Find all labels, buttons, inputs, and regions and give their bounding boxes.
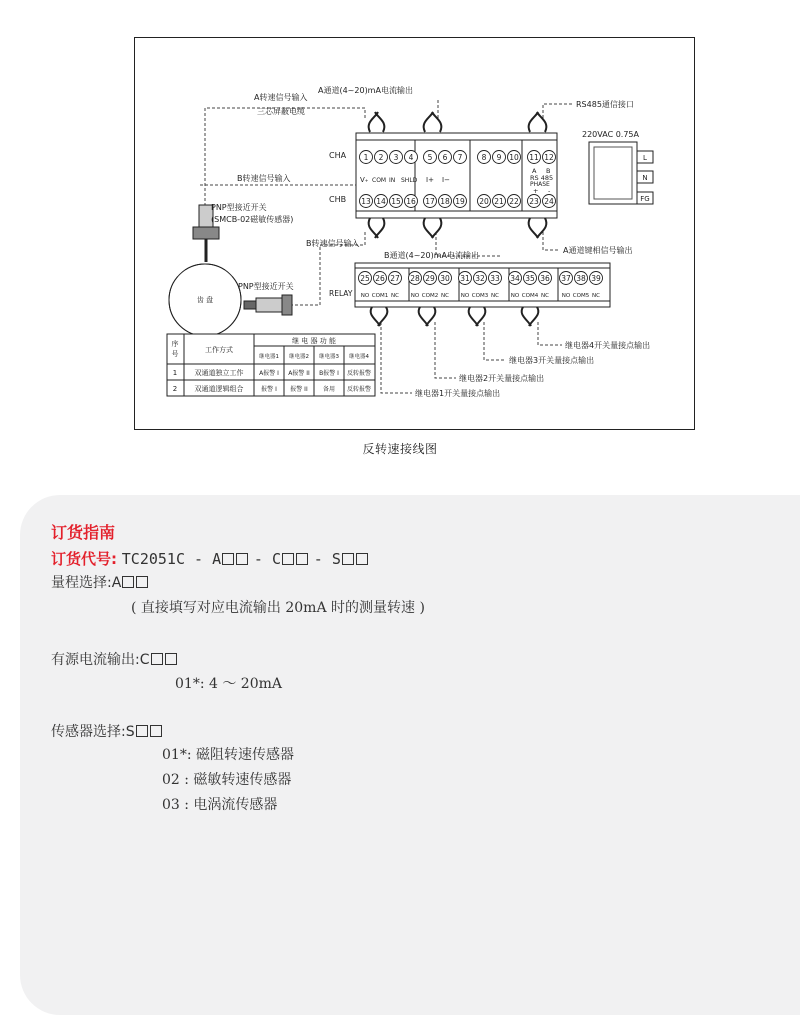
terminal-chb-14-label: 14 xyxy=(376,197,386,206)
relay-contact-9: NO xyxy=(510,293,520,299)
relay-contact-5: NC xyxy=(441,293,449,299)
relay-contact-0: NO xyxy=(360,293,370,299)
terminal-chb-21-label: 21 xyxy=(494,197,504,206)
label-iminus: I− xyxy=(442,176,450,184)
terminal-cha-6-label: 6 xyxy=(442,153,448,162)
terminal-cha-9-label: 9 xyxy=(496,153,502,162)
terminal-relay-27-label: 27 xyxy=(390,274,400,283)
table-row-0-cell-3: 反转报警 xyxy=(346,370,372,377)
terminal-chb-24-label: 24 xyxy=(544,197,554,206)
relay-contact-2: NC xyxy=(391,293,399,299)
label-shld: SHLD xyxy=(401,177,418,184)
terminal-relay-35-label: 35 xyxy=(525,274,535,283)
label-vplus: V₊ xyxy=(360,176,369,184)
sensor-option-1: 01*: 磁阻转速传感器 xyxy=(162,747,294,763)
code-box xyxy=(136,725,148,737)
terminal-relay-26-label: 26 xyxy=(375,274,385,283)
terminal-chb-15-label: 15 xyxy=(391,197,401,206)
label-power-N: N xyxy=(642,174,648,182)
terminal-relay-30-label: 30 xyxy=(440,274,450,283)
relay-contact-14: NC xyxy=(592,293,600,299)
code-box xyxy=(151,653,163,665)
terminal-cha-11-label: 11 xyxy=(529,153,539,162)
label-plus: + xyxy=(533,187,539,195)
label-chb: CHB xyxy=(329,195,347,204)
range-line xyxy=(51,572,149,592)
table-subheader-0: 继电器1 xyxy=(259,354,279,360)
current-label: 有源电流输出:C xyxy=(51,652,150,668)
table-row-0-cell-0: A报警 I xyxy=(259,370,279,377)
terminal-cha-4-label: 4 xyxy=(408,153,414,162)
code-box xyxy=(165,653,177,665)
terminal-relay-33-label: 33 xyxy=(490,274,500,283)
range-note: ( 直接填写对应电流输出 20mA 时的测量转速 ) xyxy=(131,600,425,616)
code-box xyxy=(356,553,368,565)
code-box xyxy=(282,553,294,565)
relay-contact-11: NC xyxy=(541,293,549,299)
label-b-current-out: B通道(4~20)mA电流输出 xyxy=(384,251,479,260)
table-subheader-2: 继电器3 xyxy=(319,354,339,360)
order-code-label: 订货代号: xyxy=(51,550,117,568)
label-a-speed-input: A转速信号输入 xyxy=(254,93,308,102)
relay-contact-4: COM2 xyxy=(421,293,439,299)
current-option: 01*: 4 ～ 20mA xyxy=(175,676,282,692)
table-col-seq-2: 号 xyxy=(171,350,179,358)
label-b-speed-input-top: B转速信号输入 xyxy=(237,174,291,183)
terminal-cha-5-label: 5 xyxy=(427,153,433,162)
terminal-relay-25-label: 25 xyxy=(360,274,370,283)
order-code-line xyxy=(51,548,369,569)
terminal-cha-8-label: 8 xyxy=(481,153,487,162)
terminal-relay-36-label: 36 xyxy=(540,274,550,283)
relay-contact-12: NO xyxy=(561,293,571,299)
order-code-part-3: - S xyxy=(313,550,341,568)
code-box xyxy=(296,553,308,565)
label-rs-a: A xyxy=(532,167,537,175)
diagram-caption: 反转速接线图 xyxy=(362,442,438,456)
table-subheader-3: 继电器4 xyxy=(349,354,369,360)
table-row-1-cell-2: 备用 xyxy=(322,386,336,393)
terminal-chb-22-label: 22 xyxy=(509,197,519,206)
code-box xyxy=(342,553,354,565)
table-row-1-cell-1: 报警 II xyxy=(290,386,308,393)
label-iplus: I+ xyxy=(426,176,434,184)
label-a-current-out: A通道(4~20)mA电流输出 xyxy=(318,86,413,95)
terminal-relay-31-label: 31 xyxy=(460,274,470,283)
relay-contact-3: NO xyxy=(410,293,420,299)
table-col-seq-1: 序 xyxy=(171,340,179,348)
terminal-chb-20-label: 20 xyxy=(479,197,489,206)
label-rs-b: B xyxy=(546,167,551,175)
table-row-no-1: 2 xyxy=(172,385,178,393)
label-phase: PHASE xyxy=(530,181,550,188)
current-line xyxy=(51,649,178,669)
terminal-relay-39-label: 39 xyxy=(591,274,601,283)
code-box xyxy=(136,576,148,588)
label-smcb-sensor: (SMCB-02磁敏传感器) xyxy=(211,215,294,224)
terminal-cha-12-label: 12 xyxy=(544,153,554,162)
terminal-chb-19-label: 19 xyxy=(455,197,465,206)
sensor-line xyxy=(51,721,163,741)
label-relay1: 继电器1开关量接点输出 xyxy=(415,389,501,398)
label-b-speed-input-low: B转速信号输入 xyxy=(306,239,360,248)
sensor-option-3: 03 : 电涡流传感器 xyxy=(162,797,278,813)
terminal-cha-10-label: 10 xyxy=(509,153,519,162)
label-pnp-switch-1: PNP型接近开关 xyxy=(211,203,267,212)
relay-contact-6: NO xyxy=(460,293,470,299)
table-row-1-cell-0: 报警 I xyxy=(261,386,277,393)
terminal-cha-7-label: 7 xyxy=(457,153,463,162)
label-relay: RELAY xyxy=(329,289,353,298)
label-com: COM xyxy=(372,177,387,184)
table-row-no-0: 1 xyxy=(172,369,178,377)
sensor-label: 传感器选择:S xyxy=(51,724,135,740)
code-box xyxy=(122,576,134,588)
label-relay2: 继电器2开关量接点输出 xyxy=(459,374,545,383)
terminal-cha-3-label: 3 xyxy=(393,153,399,162)
terminal-chb-18-label: 18 xyxy=(440,197,450,206)
label-pnp-switch-2: PNP型接近开关 xyxy=(238,282,294,291)
label-relay4: 继电器4开关量接点输出 xyxy=(565,341,651,350)
code-box xyxy=(150,725,162,737)
order-heading: 订货指南 xyxy=(51,523,116,542)
label-power-FG: FG xyxy=(640,195,650,203)
sensor-option-2: 02 : 磁敏转速传感器 xyxy=(162,772,292,788)
table-row-mode-0: 双通道独立工作 xyxy=(194,369,244,377)
label-power: 220VAC 0.75A xyxy=(582,130,639,139)
label-rs485: RS485通信接口 xyxy=(576,100,634,109)
terminal-chb-23-label: 23 xyxy=(529,197,539,206)
terminal-relay-32-label: 32 xyxy=(475,274,485,283)
table-col-mode: 工作方式 xyxy=(205,346,233,354)
label-relay3: 继电器3开关量接点输出 xyxy=(509,356,595,365)
table-row-0-cell-1: A报警 II xyxy=(288,370,310,377)
range-label: 量程选择:A xyxy=(51,575,122,591)
terminal-chb-17-label: 17 xyxy=(425,197,435,206)
label-rs-485: RS 485 xyxy=(530,174,554,182)
terminal-chb-13-label: 13 xyxy=(361,197,371,206)
terminal-chb-16-label: 16 xyxy=(406,197,416,206)
terminal-relay-34-label: 34 xyxy=(510,274,520,283)
table-col-func: 继 电 器 功 能 xyxy=(292,337,336,345)
code-box xyxy=(236,553,248,565)
terminal-cha-1-label: 1 xyxy=(363,153,369,162)
terminal-cha-2-label: 2 xyxy=(378,153,384,162)
table-row-1-cell-3: 反转报警 xyxy=(346,386,372,393)
label-minus: - xyxy=(548,187,551,195)
label-a-phase-out: A通道键相信号输出 xyxy=(563,246,633,255)
terminal-relay-28-label: 28 xyxy=(410,274,420,283)
table-subheader-1: 继电器2 xyxy=(289,354,309,360)
relay-contact-7: COM3 xyxy=(471,293,489,299)
terminal-relay-38-label: 38 xyxy=(576,274,586,283)
relay-contact-13: COM5 xyxy=(572,293,590,299)
relay-contact-1: COM1 xyxy=(371,293,389,299)
label-cha: CHA xyxy=(329,151,347,160)
code-box xyxy=(222,553,234,565)
order-code-part-2: - C xyxy=(253,550,281,568)
label-power-L: L xyxy=(643,154,647,162)
terminal-relay-29-label: 29 xyxy=(425,274,435,283)
relay-contact-8: NC xyxy=(491,293,499,299)
terminal-relay-37-label: 37 xyxy=(561,274,571,283)
label-gear: 齿 盘 xyxy=(196,296,214,304)
table-row-mode-1: 双通道逻辑组合 xyxy=(194,385,244,393)
label-in: IN xyxy=(389,177,396,184)
order-code-part-1: TC2051C - A xyxy=(121,550,222,568)
table-row-0-cell-2: B报警 I xyxy=(319,370,339,377)
relay-contact-10: COM4 xyxy=(521,293,539,299)
label-shielded-cable: 三芯屏蔽电缆 xyxy=(257,107,305,116)
